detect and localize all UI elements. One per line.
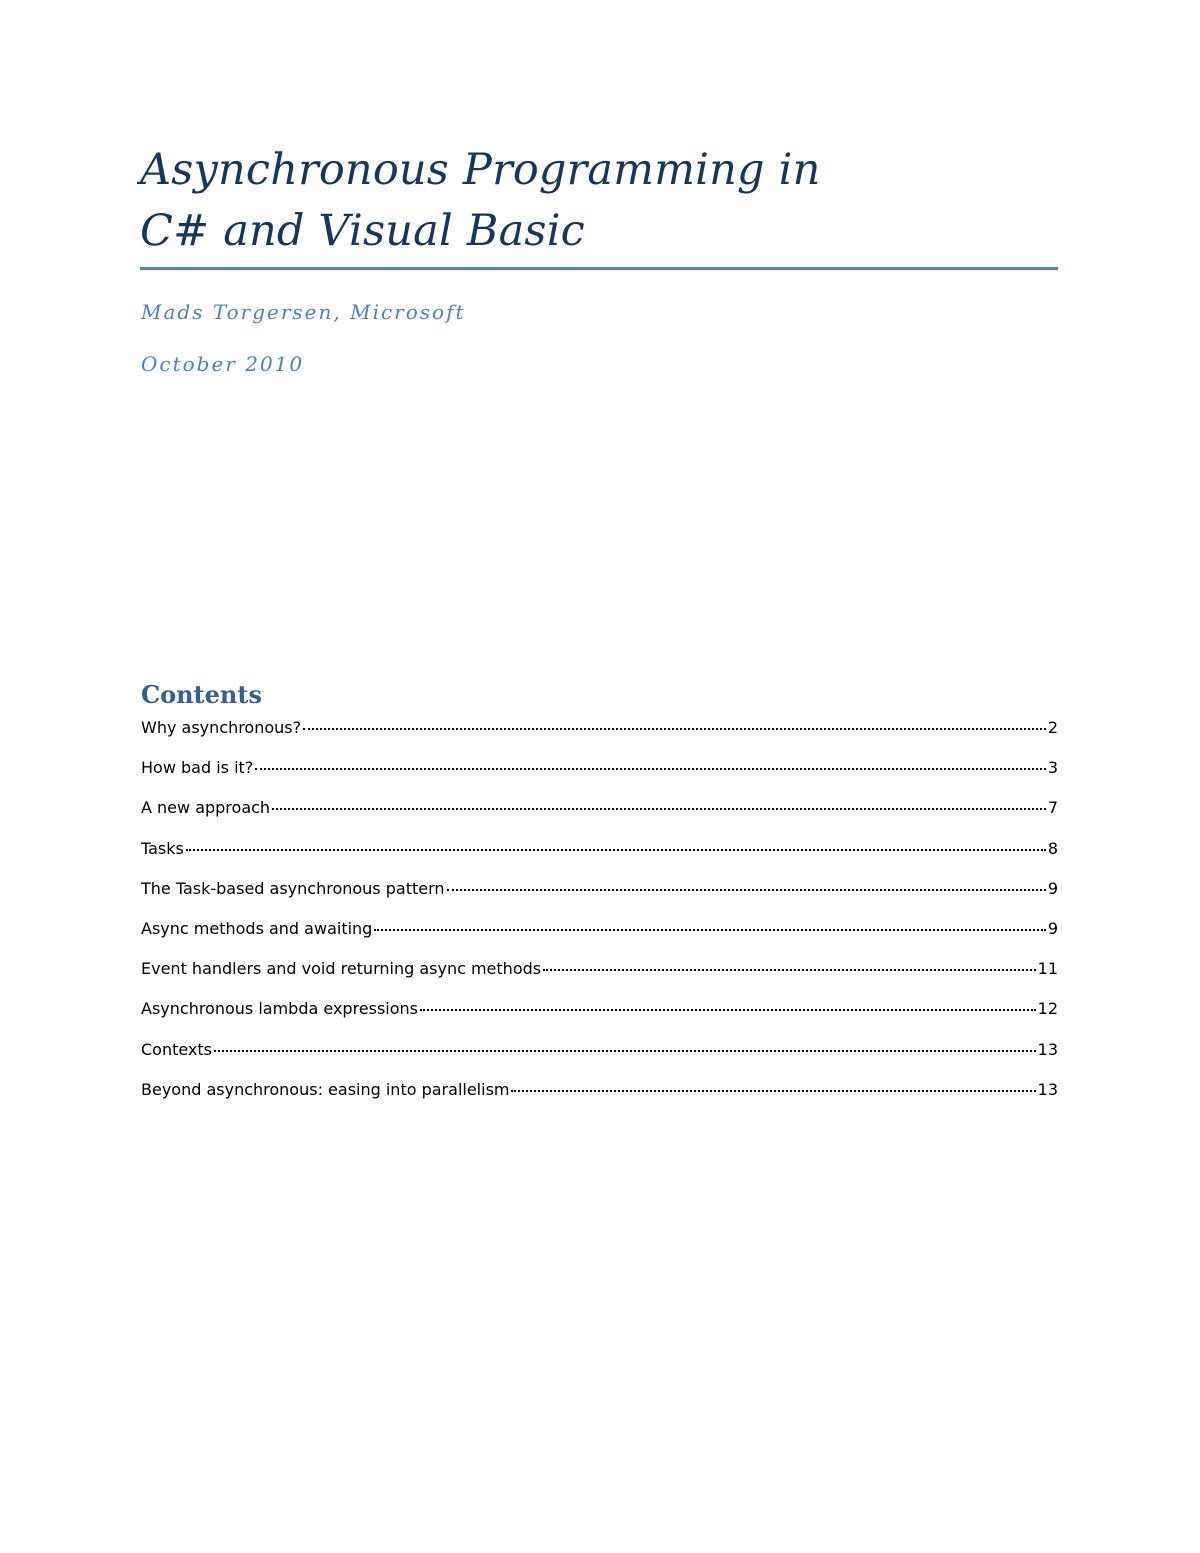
toc-entry-text: Contexts [141, 1039, 213, 1059]
toc-entry[interactable] [141, 999, 1058, 1039]
toc-leader-dots [272, 808, 1046, 810]
toc-entry[interactable] [141, 718, 1058, 758]
toc-leader-dots [186, 849, 1046, 851]
table-of-contents [141, 718, 1058, 1120]
document-title [140, 140, 1058, 262]
title-line-2: C# and Visual Basic [140, 206, 585, 256]
toc-entry-page: 7 [1047, 798, 1058, 818]
title-line-1: Asynchronous Programming in [140, 145, 821, 195]
toc-entry[interactable] [141, 798, 1058, 838]
toc-entry-text: The Task-based asynchronous pattern [141, 878, 445, 898]
toc-entry-text: Tasks [141, 838, 184, 858]
toc-leader-dots [303, 728, 1046, 730]
toc-entry-text: Async methods and awaiting [141, 918, 373, 938]
author-line: Mads Torgersen, Microsoft [141, 300, 466, 324]
toc-leader-dots [447, 889, 1046, 891]
toc-entry[interactable] [141, 758, 1058, 798]
toc-leader-dots [214, 1050, 1036, 1052]
title-divider [140, 267, 1058, 270]
toc-leader-dots [255, 768, 1046, 770]
toc-entry[interactable] [141, 959, 1058, 999]
toc-entry-text: Event handlers and void returning async methods [141, 959, 542, 979]
toc-entry-text: A new approach [141, 798, 271, 818]
toc-entry-page: 13 [1037, 1039, 1058, 1059]
toc-leader-dots [374, 929, 1045, 931]
toc-entry-page: 12 [1037, 999, 1058, 1019]
toc-entry-page: 3 [1047, 758, 1058, 778]
toc-entry[interactable] [141, 839, 1058, 879]
toc-leader-dots [543, 969, 1036, 971]
toc-entry-page: 8 [1047, 838, 1058, 858]
toc-entry-page: 9 [1047, 918, 1058, 938]
contents-heading: Contents [141, 680, 262, 709]
toc-entry-text: Why asynchronous? [141, 718, 302, 737]
toc-entry[interactable] [141, 1040, 1058, 1080]
toc-entry[interactable] [141, 879, 1058, 919]
toc-entry-text: How bad is it? [141, 758, 254, 778]
toc-leader-dots [511, 1090, 1035, 1092]
toc-entry-page: 2 [1047, 718, 1058, 737]
toc-entry-page: 13 [1037, 1079, 1058, 1099]
date-line: October 2010 [141, 352, 305, 376]
toc-entry-page: 11 [1037, 959, 1058, 979]
toc-entry-page: 9 [1047, 878, 1058, 898]
toc-entry-text: Beyond asynchronous: easing into parallelism [141, 1079, 510, 1099]
toc-entry[interactable] [141, 1080, 1058, 1120]
toc-entry-text: Asynchronous lambda expressions [141, 999, 419, 1019]
toc-entry[interactable] [141, 919, 1058, 959]
toc-leader-dots [420, 1009, 1036, 1011]
